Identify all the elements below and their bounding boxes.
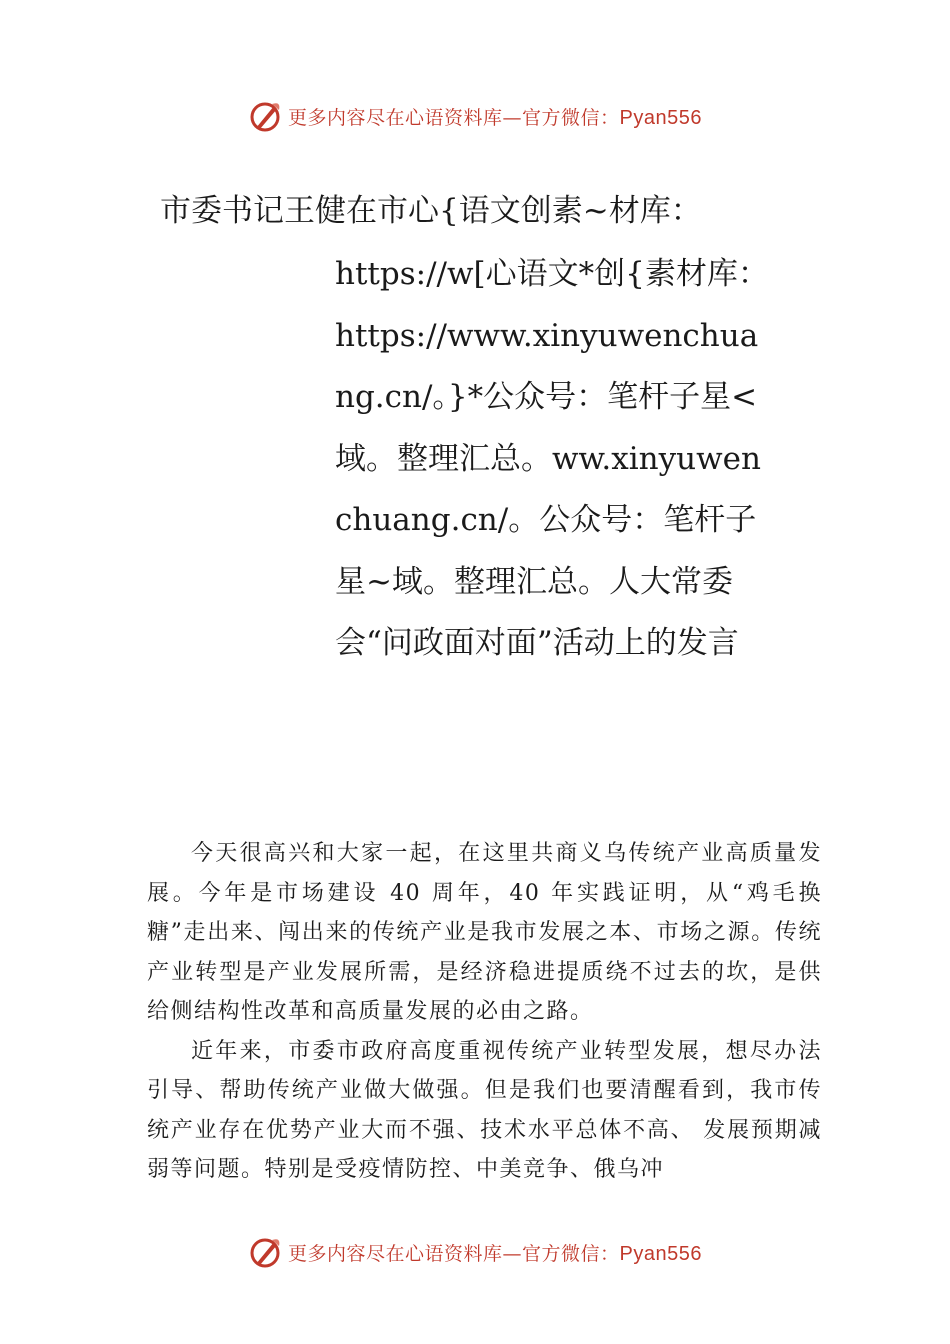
footer-banner-label: 更多内容尽在心语资料库—官方微信： xyxy=(288,1242,620,1265)
document-title-continuation: https://w[心语文*创{素材库：https://www.xinyuwenchuang.cn/。}*公众号：笔杆子星<域。整理汇总。ww.xinyuwenchuang.cn/。公众号：笔杆子星~域。整理汇总。人大常委会“问政面对面”活动上的发言 xyxy=(335,256,769,661)
quill-pen-logo-icon xyxy=(248,1234,284,1270)
header-banner-label: 更多内容尽在心语资料库—官方微信： xyxy=(288,106,620,129)
body-paragraph-2: 近年来，市委市政府高度重视传统产业转型发展，想尽办法引导、帮助传统产业做大做强。但是我们也要清醒看到，我市传统产业存在优势产业大而不强、技术水平总体不高、 发展预期减弱等问题。特别是受疫情防控、中美竞争、俄乌冲 xyxy=(147,1038,822,1182)
footer-banner xyxy=(0,1232,950,1272)
header-wechat-account: Pyan556 xyxy=(619,106,702,129)
header-banner-text xyxy=(288,103,702,130)
document-body xyxy=(147,834,822,1190)
body-paragraph-1: 今天很高兴和大家一起，在这里共商义乌传统产业高质量发展。今年是市场建设 40 周年，40 年实践证明，从“鸡毛换糖”走出来、闯出来的传统产业是我市发展之本、市场之源。传统产业转型是产业发展所需，是经济稳进提质绕不过去的坎，是供给侧结构性改革和高质量发展的必由之路。 xyxy=(147,841,822,1024)
header-banner xyxy=(0,96,950,136)
quill-pen-logo-icon xyxy=(248,98,284,134)
footer-banner-text xyxy=(288,1239,702,1266)
footer-wechat-account: Pyan556 xyxy=(619,1242,702,1265)
document-title-line1: 市委书记王健在市心{语文创素~材库： xyxy=(160,193,702,229)
